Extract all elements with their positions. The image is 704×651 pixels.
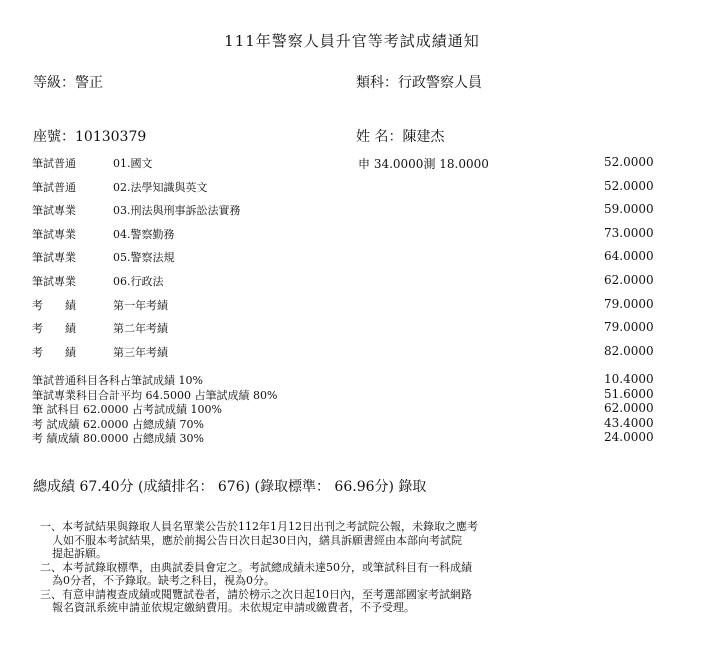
score-value: 64.0000 [604, 249, 654, 264]
summary-value: 43.4000 [604, 415, 654, 430]
note-continuation-line: 報名資訊系統申請並依規定繳納費用。未依規定申請或繳費者，不予受理。 [52, 601, 415, 614]
score-subject: 02.法學知識與英文 [113, 180, 208, 194]
score-type: 筆試專業 [32, 227, 76, 241]
summary-label: 考 績成績 80.0000 占總成績 30% [32, 432, 204, 445]
score-type: 考 績 [32, 322, 76, 336]
score-subject: 第三年考績 [113, 345, 168, 359]
summary-label: 考 試成績 62.0000 占總成績 70% [32, 417, 204, 431]
score-value: 82.0000 [604, 343, 654, 358]
summary-label: 筆試專業科目合計平均 64.5000 占筆試成績 80% [32, 388, 278, 402]
summary-value: 62.0000 [604, 401, 654, 415]
score-value: 52.0000 [604, 178, 654, 193]
candidate-name: 姓 名：陳建杰 [356, 129, 445, 145]
score-subject: 06.行政法 [113, 275, 164, 288]
note-first-line: 三、有意申請複查成績或閱覽試卷者，請於榜示之次日起10日內，至考選部國家考試網路 [40, 587, 472, 601]
score-subject: 05.警察法規 [113, 251, 175, 265]
score-type: 筆試專業 [32, 251, 76, 265]
score-subject: 01.國文 [113, 157, 153, 170]
note-item [40, 520, 640, 561]
total-score-line: 總成績 67.40分 (成績排名： 676) (錄取標準： 66.96分) 錄取 [33, 479, 427, 495]
note-continuation-line: 提起訴願。 [52, 547, 107, 560]
summary-value: 24.0000 [604, 430, 654, 444]
seat-number: 座號：10130379 [33, 129, 147, 145]
score-value: 79.0000 [604, 320, 654, 335]
score-value: 79.0000 [604, 296, 654, 311]
grade-label: 等級：警正 [33, 75, 103, 91]
note-continuation-line: 為0分者，不予錄取。缺考之科目，視為0分。 [52, 574, 275, 587]
score-type: 筆試普通 [32, 180, 76, 194]
summary-label: 筆 試科目 62.0000 占考試成績 100% [32, 403, 222, 416]
summary-value: 10.4000 [604, 372, 654, 386]
note-first-line: 二、本考試錄取標準，由典試委員會定之。考試總成績未達50分，或筆試科目有一科成績 [40, 560, 472, 574]
notes-section [40, 520, 640, 615]
category-label: 類科：行政警察人員 [356, 75, 482, 91]
score-subject: 03.刑法與刑事訴訟法實務 [113, 204, 241, 218]
score-value: 62.0000 [604, 273, 654, 287]
score-subject: 第一年考績 [113, 298, 168, 312]
note-item [40, 561, 640, 588]
score-type: 筆試專業 [32, 204, 76, 218]
score-subject: 04.警察勤務 [113, 227, 175, 241]
score-subject: 第二年考績 [113, 322, 168, 336]
note-continuation-line: 人如不服本考試結果，應於前揭公告日次日起30日內，繕具訴願書經由本部向考試院 [52, 533, 462, 547]
score-value: 52.0000 [604, 155, 654, 169]
note-first-line: 一、本考試結果與錄取人員名單業公告於112年1月12日出刊之考試院公報，未錄取之應考 [40, 520, 478, 533]
score-extra: 申 34.0000測 18.0000 [358, 157, 489, 171]
score-type: 考 績 [32, 298, 76, 312]
page-title: 111年警察人員升官等考試成績通知 [224, 32, 480, 50]
score-value: 59.0000 [604, 202, 654, 217]
summary-label: 筆試普通科目各科占筆試成績 10% [32, 374, 203, 387]
note-item [40, 588, 640, 615]
score-type: 考 績 [32, 345, 76, 359]
score-type: 筆試專業 [32, 275, 76, 288]
score-value: 73.0000 [604, 225, 654, 240]
score-type: 筆試普通 [32, 157, 76, 170]
summary-value: 51.6000 [604, 386, 654, 401]
